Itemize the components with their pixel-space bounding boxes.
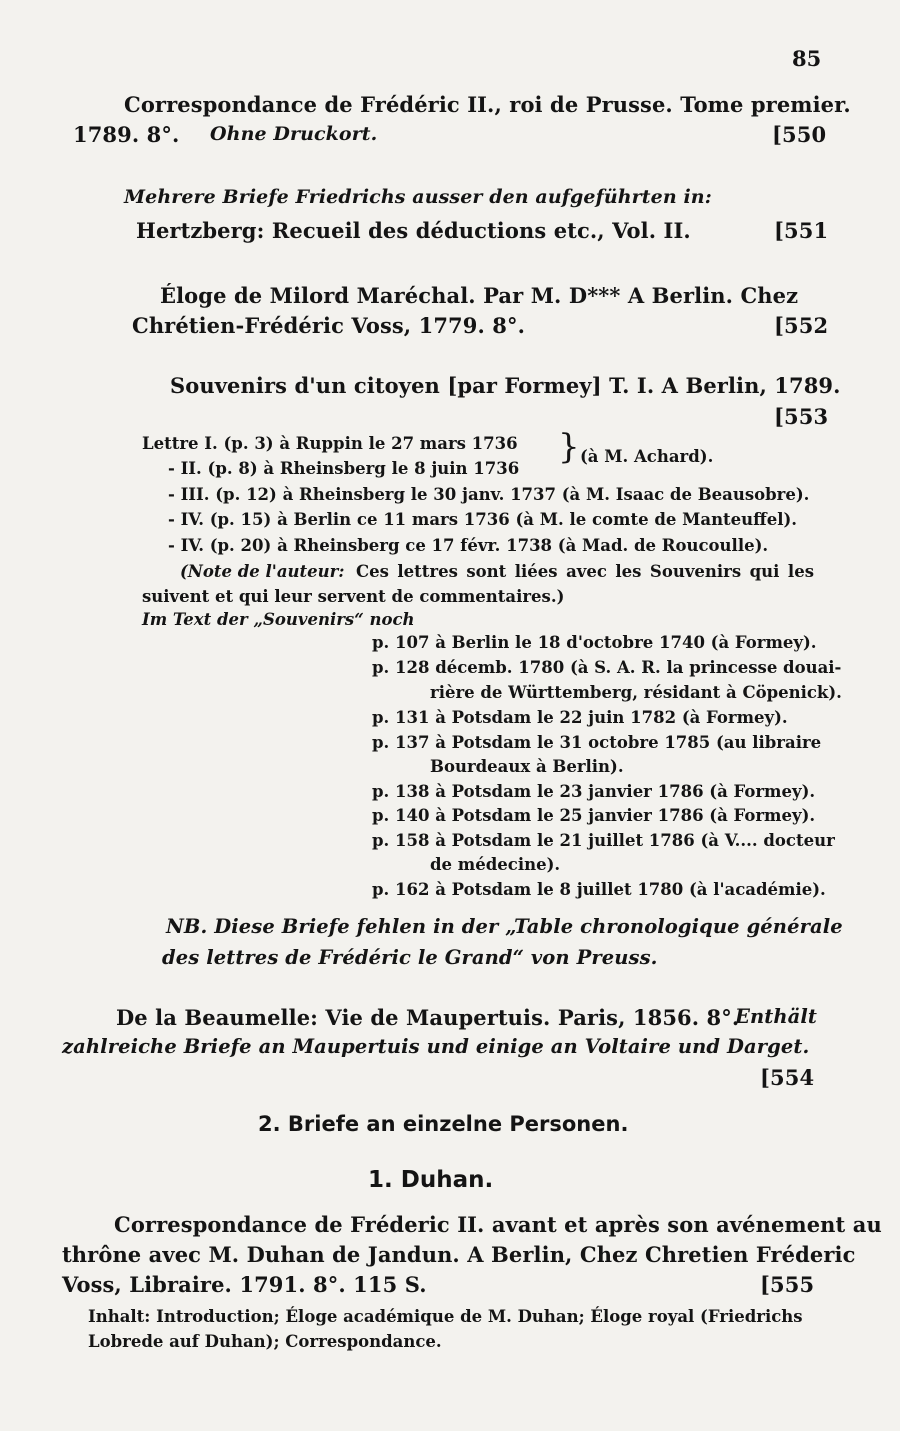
- ref-line: p. 131 à Potsdam le 22 juin 1782 (à Formey).: [372, 708, 788, 727]
- im-text-label: Im Text der „Souvenirs“ noch: [142, 610, 415, 629]
- ref-line: p. 107 à Berlin le 18 d'octobre 1740 (à Formey).: [372, 633, 817, 652]
- letter-1: Lettre I. (p. 3) à Ruppin le 27 mars 1736: [142, 434, 518, 453]
- section-heading: 2. Briefe an einzelne Personen.: [258, 1112, 629, 1136]
- ref-line: p. 158 à Potsdam le 21 juillet 1786 (à V.... docteur: [372, 831, 835, 850]
- ref-line: p. 137 à Potsdam le 31 octobre 1785 (au libraire: [372, 733, 822, 752]
- brace-symbol: }: [558, 427, 580, 467]
- note-label: (Note de l'auteur:: [180, 562, 345, 581]
- entry-552-line2: Chrétien-Frédéric Voss, 1779. 8°.: [132, 313, 526, 338]
- entry-553-number: [553: [774, 404, 829, 429]
- ref-line: p. 140 à Potsdam le 25 janvier 1786 (à Formey).: [372, 806, 816, 825]
- ref-line: de médecine).: [430, 855, 561, 874]
- inhalt-line-2: Lobrede auf Duhan); Correspondance.: [88, 1332, 442, 1351]
- letter-4: - IV. (p. 15) à Berlin ce 11 mars 1736 (à M. le comte de Manteuffel).: [168, 510, 798, 529]
- entry-550-line2-b: Ohne Druckort.: [210, 123, 378, 145]
- letter-brace-label: (à M. Achard).: [580, 447, 714, 466]
- ref-line: Bourdeaux à Berlin).: [430, 757, 624, 776]
- letter-2: - II. (p. 8) à Rheinsberg le 8 juin 1736: [168, 459, 520, 478]
- entry-554-line1-a: De la Beaumelle: Vie de Maupertuis. Paris, 1856. 8°.: [116, 1005, 740, 1030]
- inhalt-line-1: Inhalt: Introduction; Éloge académique de M. Duhan; Éloge royal (Friedrichs: [88, 1307, 803, 1326]
- letter-5: - IV. (p. 20) à Rheinsberg ce 17 févr. 1738 (à Mad. de Roucoulle).: [168, 536, 769, 555]
- entry-553-line1: Souvenirs d'un citoyen [par Formey] T. I. A Berlin, 1789.: [170, 373, 841, 398]
- note-text-2: suivent et qui leur servent de commentaires.): [142, 587, 565, 606]
- nb-line-1: NB. Diese Briefe fehlen in der „Table chronologique générale: [166, 915, 843, 938]
- entry-554-number: [554: [760, 1065, 815, 1090]
- entry-554-line2: zahlreiche Briefe an Maupertuis und einige an Voltaire und Darget.: [62, 1035, 810, 1058]
- entry-555-line3: Voss, Libraire. 1791. 8°. 115 S.: [62, 1272, 427, 1297]
- subsection-heading: 1. Duhan.: [368, 1167, 494, 1193]
- ref-line: p. 162 à Potsdam le 8 juillet 1780 (à l'académie).: [372, 880, 826, 899]
- ref-line: rière de Württemberg, résidant à Cöpenick).: [430, 683, 842, 702]
- page-number: 85: [792, 46, 822, 71]
- note-text-1: Ces lettres sont liées avec les Souvenirs qui les: [356, 562, 814, 581]
- entry-555-line1: Correspondance de Fréderic II. avant et après son avénement au: [114, 1212, 882, 1237]
- entry-555-line2: thrône avec M. Duhan de Jandun. A Berlin, Chez Chretien Fréderic: [62, 1242, 856, 1267]
- entry-550-number: [550: [772, 122, 827, 147]
- entry-554-line1-b: Enthält: [735, 1005, 817, 1028]
- ref-line: p. 128 décemb. 1780 (à S. A. R. la princesse douai-: [372, 658, 842, 677]
- entry-552-line1: Éloge de Milord Maréchal. Par M. D*** A Berlin. Chez: [160, 283, 799, 308]
- ref-line: p. 138 à Potsdam le 23 janvier 1786 (à Formey).: [372, 782, 816, 801]
- entry-550-line2-a: 1789. 8°.: [73, 122, 180, 147]
- nb-line-2: des lettres de Frédéric le Grand“ von Preuss.: [162, 946, 658, 969]
- entry-555-number: [555: [760, 1272, 815, 1297]
- entry-552-number: [552: [774, 313, 829, 338]
- entry-551-line2: Hertzberg: Recueil des déductions etc., Vol. II.: [136, 218, 691, 243]
- letter-3: - III. (p. 12) à Rheinsberg le 30 janv. 1737 (à M. Isaac de Beausobre).: [168, 485, 810, 504]
- entry-551-number: [551: [774, 218, 829, 243]
- entry-551-line1: Mehrere Briefe Friedrichs ausser den aufgeführten in:: [124, 186, 712, 208]
- entry-550-line1: Correspondance de Frédéric II., roi de Prusse. Tome premier.: [124, 92, 851, 117]
